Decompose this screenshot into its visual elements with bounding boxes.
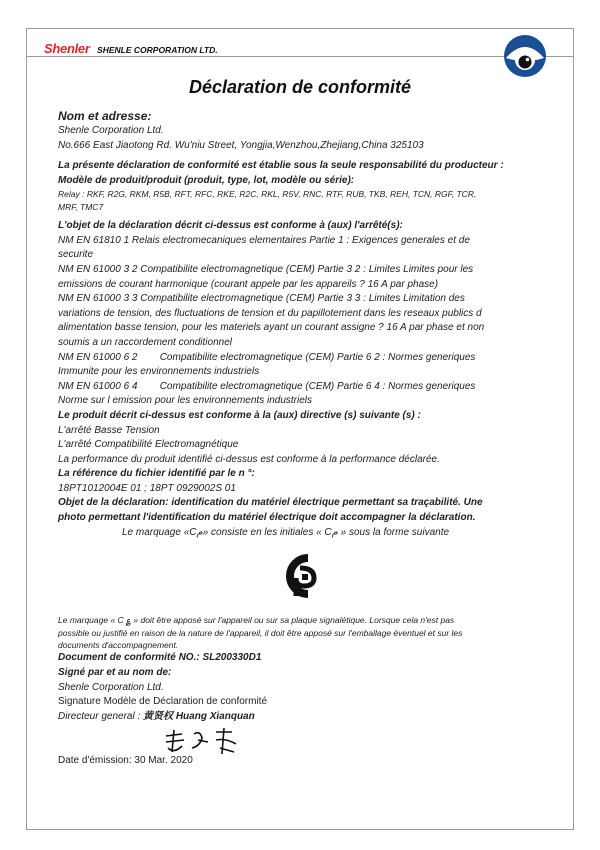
- relay-models-line-1: Relay : RKF, R2G, RKM, R5B, RFT, RFC, RKE, R2C, RKL, R5V, RNC, RTF, RUB, TKB, REH, TCN, RGF, TCR,: [58, 189, 477, 200]
- director-label: Directeur general :: [58, 710, 141, 722]
- standard-line: Immunite pour les environnements industriels: [58, 366, 260, 378]
- document-number: Document de conformité NO.: SL200330D1: [58, 652, 262, 664]
- brand-logo-text: Shenler: [44, 41, 90, 56]
- standard-line: Norme sur l emission pour les environnements industriels: [58, 395, 312, 407]
- marquage-note-3: documents d'accompagnement.: [58, 640, 179, 651]
- marquage-note-1: Le marquage « C ؏ » doit être apposé sur l'appareil ou sur sa plaque signalétique. Lorsque cela n'est pas: [58, 615, 455, 626]
- directive-heading: Le produit décrit ci-dessus est conforme à la (aux) directive (s) suivante (s) :: [58, 409, 421, 421]
- page-title: Déclaration de conformité: [188, 77, 412, 97]
- standard-line: variations de tension, des fluctuations de tension et du papillotement dans les reseaux publics d: [58, 307, 482, 319]
- marquage-note-2: possible ou justifié en raison de la nature de l'appareil, il doit être apposé sur l'emballage éventuel et sur les: [58, 627, 463, 638]
- company-address: No.666 East Jiaotong Rd. Wu'niu Street, Yongjia,Wenzhou,Zhejiang,China 325103: [58, 139, 424, 151]
- declaration-body: [58, 108, 548, 769]
- company-name: Shenle Corporation Ltd.: [58, 125, 164, 136]
- director-name: 黄贤权 Huang Xianquan: [143, 710, 255, 722]
- product-model-heading: Modèle de produit/produit (produit, type, lot, modèle ou série):: [58, 174, 355, 186]
- standard-line: NM EN 61000 6 2 Compatibilite electromagnetique (CEM) Partie 6 2 : Normes generiques: [58, 351, 476, 363]
- director-line: [58, 710, 548, 725]
- signature-area: [58, 724, 548, 754]
- reference-heading: La référence du fichier identifié par le n °:: [58, 468, 255, 480]
- handwritten-signature: [160, 726, 260, 756]
- conformity-mark-area: [58, 540, 548, 614]
- standard-line: securite: [58, 249, 94, 261]
- standard-line: soumis a un raccordement conditionnel: [58, 336, 232, 348]
- performance-statement: La performance du produit identifié ci-dessus est conforme à la performance déclarée.: [58, 453, 440, 465]
- marquage-line: Le marquage «Cم» consiste en les initiales « Cم » sous la forme suivante: [122, 526, 450, 538]
- issue-date: Date d'émission: 30 Mar. 2020: [58, 755, 193, 767]
- objet-declaration-line-1: Objet de la déclaration: identification du matériel électrique permettant sa traçabilité. Une: [58, 497, 483, 509]
- standard-line: NM EN 61000 6 4 Compatibilite electromagnetique (CEM) Partie 6 4 : Normes generiques: [58, 380, 476, 392]
- standard-line: alimentation basse tension, pour les materiels ayant un courant assigne ? 16 A par phase et non: [58, 322, 485, 334]
- directive-item: L'arrêté Compatibilité Electromagnétique: [58, 439, 239, 451]
- objet-heading: L'objet de la déclaration décrit ci-dessus est conforme à (aux) l'arrêté(s):: [58, 220, 403, 232]
- objet-declaration-line-2: photo permettant l'identification du matériel électrique doit accompagner la déclaration.: [58, 512, 476, 524]
- signature-model: Signature Modèle de Déclaration de conformité: [58, 696, 268, 708]
- standard-line: NM EN 61000 3 3 Compatibilite electromagnetique (CEM) Partie 3 3 : Limites Limitation des: [58, 293, 465, 305]
- declaration-statement: La présente déclaration de conformité est établie sous la seule responsabilité du producteur :: [58, 160, 504, 172]
- signed-company: Shenle Corporation Ltd.: [58, 681, 164, 693]
- standard-line: emissions de courant harmonique (courant appele par les appareils ? 16 A par phase): [58, 278, 439, 290]
- company-brand: [44, 40, 218, 58]
- standard-line: NM EN 61810 1 Relais electromecaniques elementaires Partie 1 : Exigences generales et de: [58, 234, 470, 246]
- directive-item: L'arrêté Basse Tension: [58, 424, 160, 436]
- eye-logo-icon: [503, 34, 547, 78]
- standard-line: NM EN 61000 3 2 Compatibilite electromagnetique (CEM) Partie 3 2 : Limites Limites pour les: [58, 263, 474, 275]
- reference-value: 18PT1012004E 01 ; 18PT 0929002S 01: [58, 482, 236, 494]
- address-heading: Nom et adresse:: [58, 109, 152, 123]
- relay-models-line-2: MRF, TMC7: [58, 201, 104, 212]
- moroccan-conformity-mark-icon: [274, 550, 322, 602]
- company-label: SHENLE CORPORATION LTD.: [97, 45, 218, 55]
- signed-heading: Signé par et au nom de:: [58, 667, 172, 679]
